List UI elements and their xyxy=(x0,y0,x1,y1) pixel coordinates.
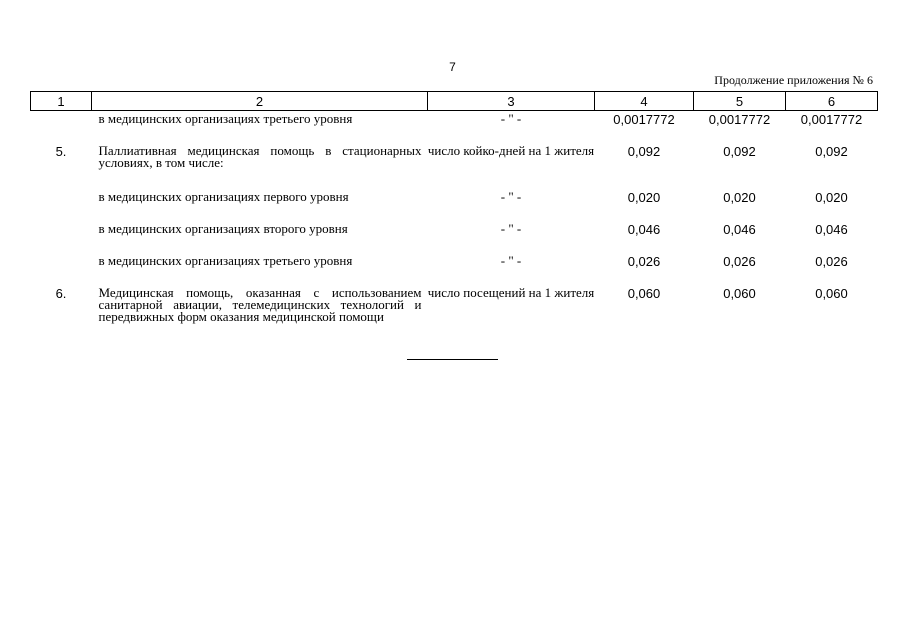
row-value-col5: 0,092 xyxy=(723,144,756,159)
row-name: в медицинских организациях третьего уровня xyxy=(98,111,353,126)
table-row xyxy=(31,143,878,189)
row-name: в медицинских организациях второго уровня xyxy=(98,221,348,236)
row-index xyxy=(31,221,92,253)
column-header-3: 3 xyxy=(428,92,595,111)
column-header-1: 1 xyxy=(31,92,92,111)
row-value-col6: 0,046 xyxy=(815,222,848,237)
column-numbers-row xyxy=(31,92,878,111)
table-row xyxy=(31,253,878,285)
column-header-2: 2 xyxy=(92,92,428,111)
row-value-col6: 0,060 xyxy=(815,286,848,301)
table-row xyxy=(31,221,878,253)
table-row xyxy=(31,111,878,144)
table-row xyxy=(31,285,878,347)
appendix-continuation-label: Продолжение приложения № 6 xyxy=(714,73,873,87)
row-index xyxy=(31,111,92,144)
column-header-5: 5 xyxy=(694,92,786,111)
row-value-col5: 0,026 xyxy=(723,254,756,269)
row-unit: число койко-дней на 1 жителя xyxy=(427,143,595,158)
row-unit: - " - xyxy=(500,111,522,126)
row-value-col6: 0,020 xyxy=(815,190,848,205)
column-header-6: 6 xyxy=(786,92,878,111)
row-name: в медицинских организациях первого уровня xyxy=(98,189,349,204)
table-header xyxy=(31,92,878,111)
row-index xyxy=(31,189,92,221)
row-unit: - " - xyxy=(500,189,522,204)
row-value-col6: 0,026 xyxy=(815,254,848,269)
row-unit: - " - xyxy=(500,253,522,268)
row-value-col4: 0,060 xyxy=(627,286,661,301)
row-index: 5. xyxy=(55,144,67,159)
row-value-col5: 0,046 xyxy=(723,222,756,237)
row-index: 6. xyxy=(55,286,67,301)
row-value-col5: 0,0017772 xyxy=(708,112,771,127)
column-header-4: 4 xyxy=(595,92,694,111)
table-row xyxy=(31,189,878,221)
row-value-col4: 0,0017772 xyxy=(613,112,675,127)
row-value-col4: 0,026 xyxy=(627,254,661,269)
end-of-document-rule xyxy=(407,359,498,360)
row-value-col5: 0,020 xyxy=(723,190,756,205)
row-name: в медицинских организациях третьего уровня xyxy=(98,253,353,268)
row-name: Паллиативная медицинская помощь в стационарных условиях, в том числе: xyxy=(98,143,422,170)
indicator-table xyxy=(30,91,878,347)
row-value-col4: 0,092 xyxy=(627,144,661,159)
row-value-col4: 0,046 xyxy=(627,222,661,237)
row-unit: - " - xyxy=(500,221,522,236)
row-value-col5: 0,060 xyxy=(723,286,756,301)
row-name: Медицинская помощь, оказанная с использованием санитарной авиации, телемедицинских технологий и передвижных форм оказания медицинской помощи xyxy=(98,285,422,324)
row-index xyxy=(31,253,92,285)
row-value-col6: 0,0017772 xyxy=(800,112,863,127)
table-body xyxy=(31,111,878,348)
row-value-col4: 0,020 xyxy=(627,190,661,205)
row-unit: число посещений на 1 жителя xyxy=(427,285,595,300)
page-number: 7 xyxy=(449,60,456,74)
row-value-col6: 0,092 xyxy=(815,144,848,159)
